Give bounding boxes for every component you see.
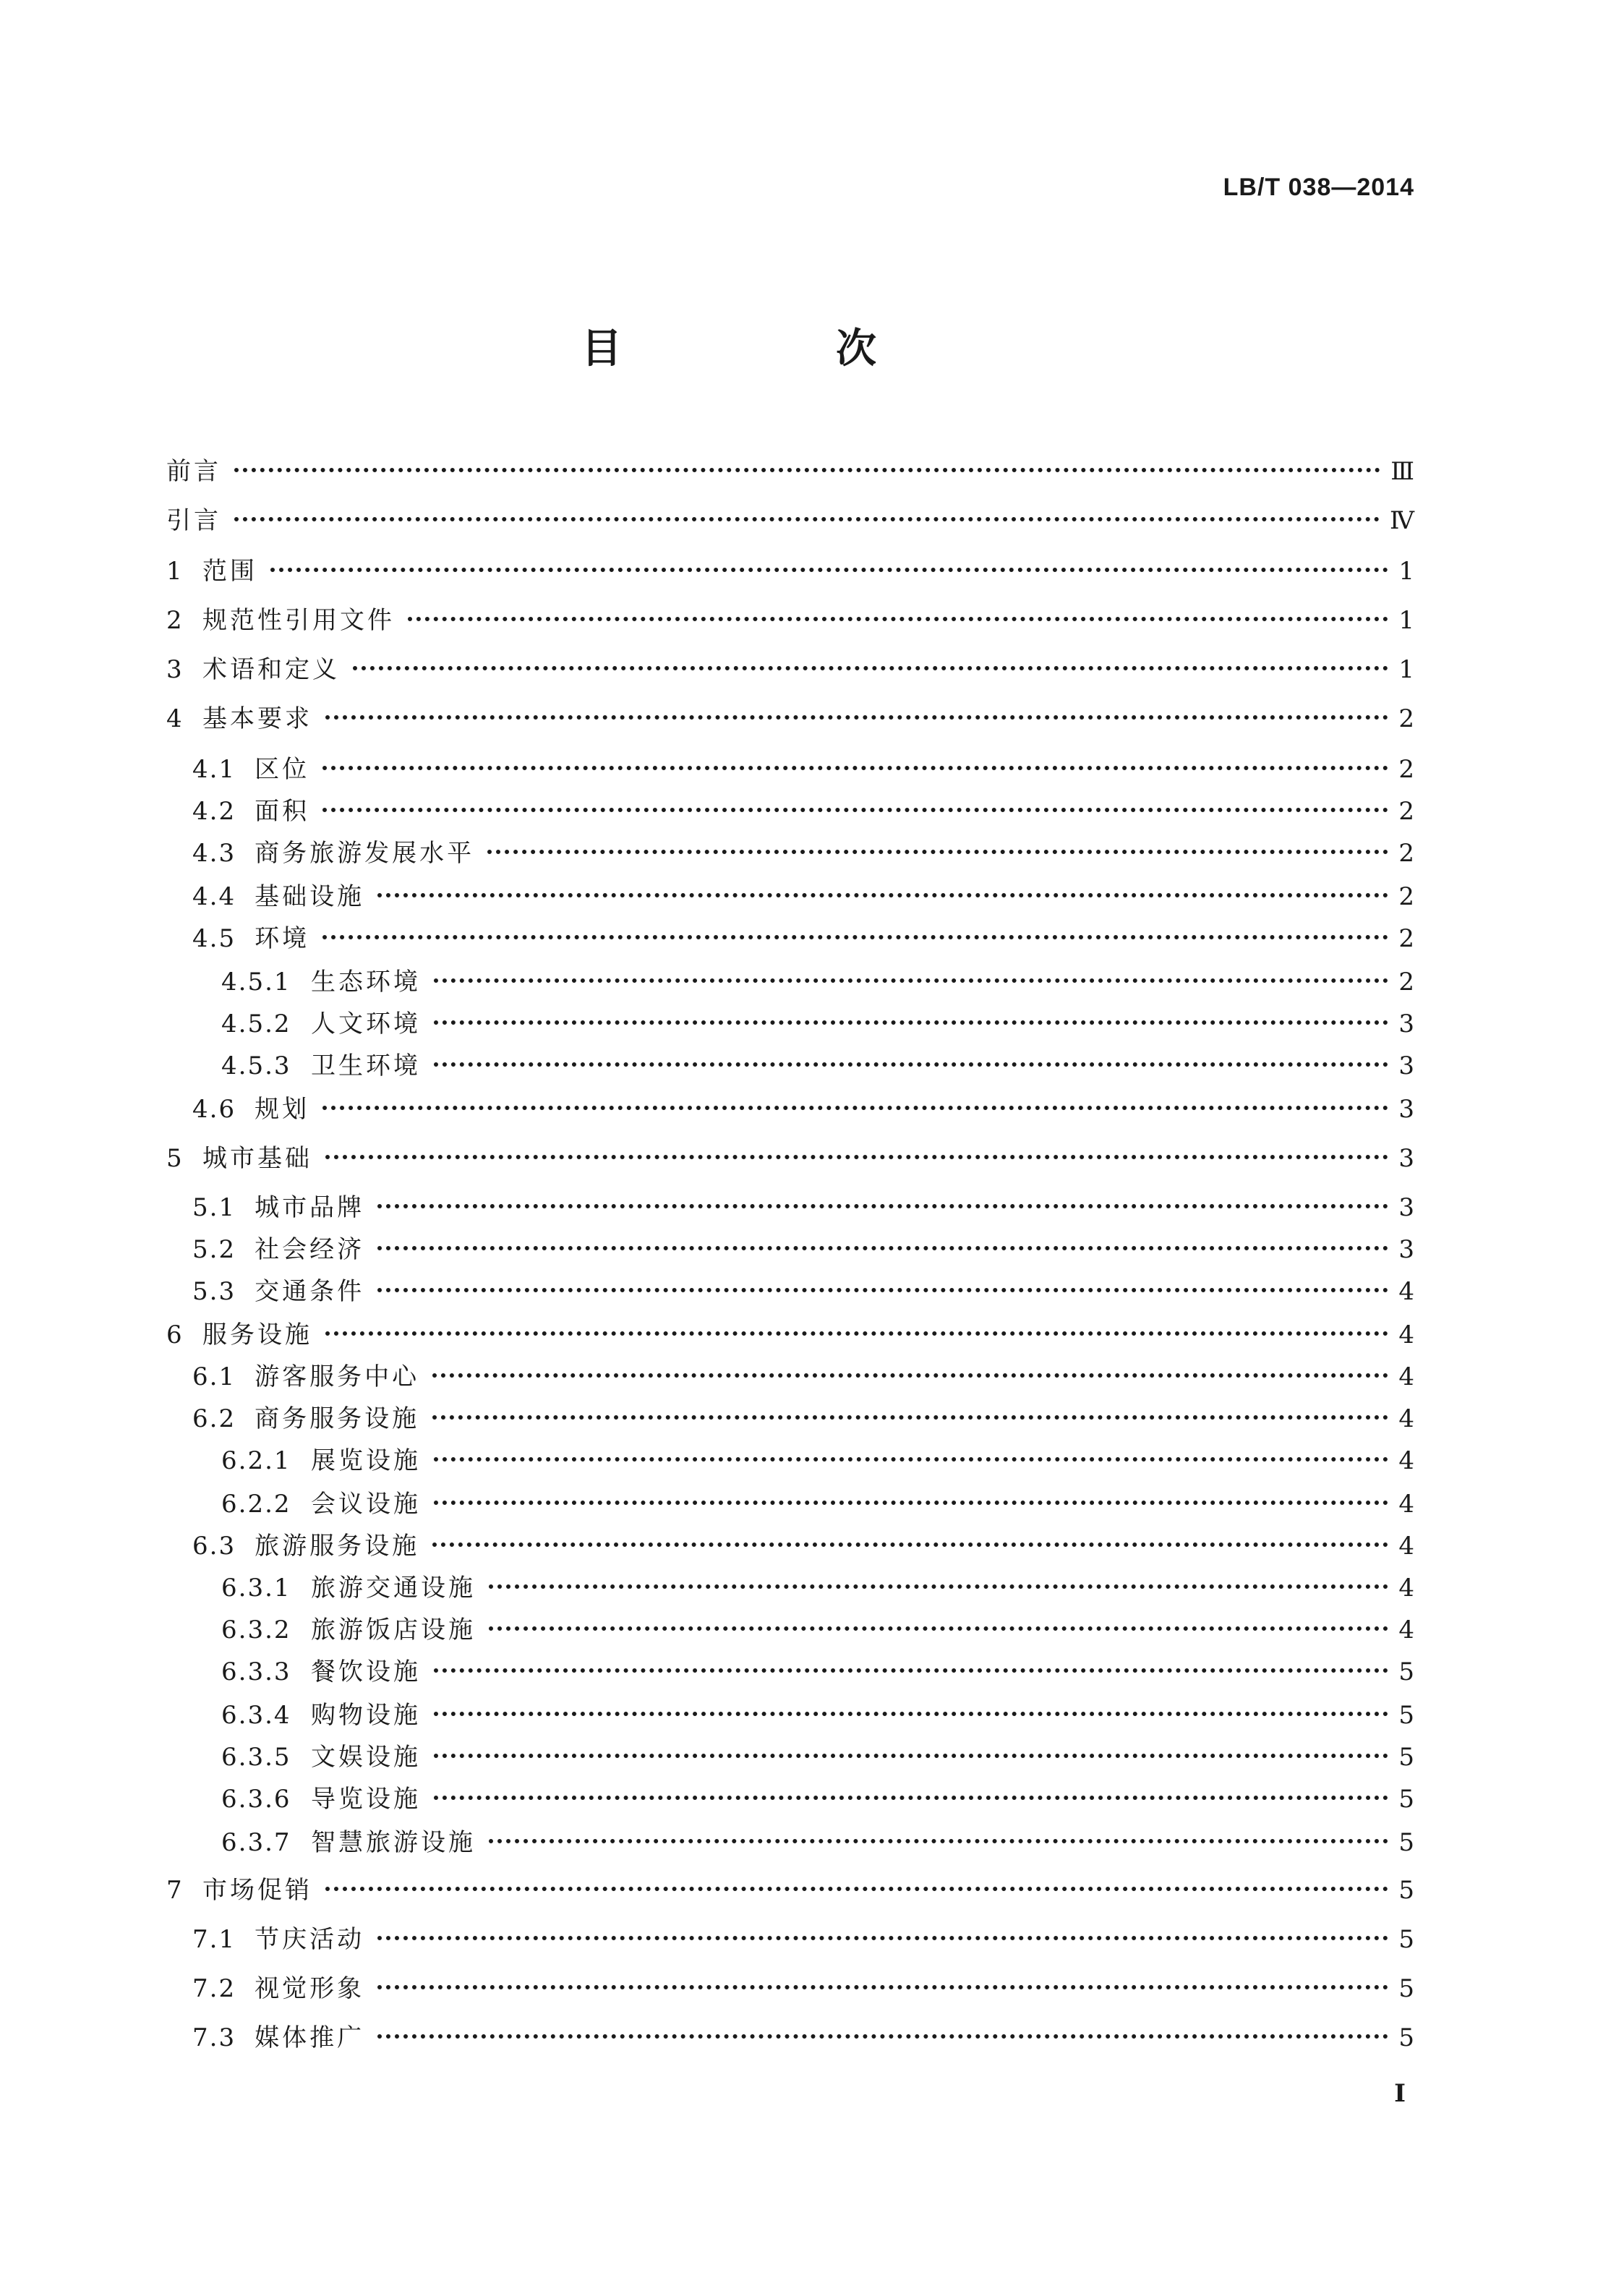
toc-entry-number: 4 xyxy=(166,704,184,733)
page-number: I xyxy=(1394,2079,1406,2108)
toc-entry[interactable] xyxy=(221,1827,1414,1859)
toc-entry-label: 会议设施 xyxy=(311,1490,421,1519)
toc-entry-number: 7.3 xyxy=(192,2023,236,2052)
toc-entry-page: 5 xyxy=(1398,1828,1414,1857)
toc-entry[interactable] xyxy=(192,923,1414,955)
toc-entry-label: 规划 xyxy=(255,1095,310,1124)
toc-entry-label: 导览设施 xyxy=(311,1785,421,1814)
toc-entry-number: 6 xyxy=(166,1320,184,1349)
toc-entry-number: 6.2.2 xyxy=(221,1490,291,1519)
toc-entry-number: 6.3.4 xyxy=(221,1701,291,1730)
dot-leader xyxy=(434,1020,1388,1025)
toc-entry-page: 3 xyxy=(1398,1193,1414,1222)
toc-entry-label: 文娱设施 xyxy=(311,1743,421,1772)
toc-entry-page: 4 xyxy=(1398,1446,1414,1475)
toc-entry[interactable] xyxy=(166,1143,1414,1174)
toc-entry-page: 3 xyxy=(1398,1010,1414,1038)
toc-entry-label: 基本要求 xyxy=(202,704,312,733)
dot-leader xyxy=(432,1542,1388,1547)
dot-leader xyxy=(234,468,1380,472)
toc-entry[interactable] xyxy=(192,1361,1414,1393)
toc-entry-number: 6.3.6 xyxy=(221,1785,291,1814)
dot-leader xyxy=(489,1584,1388,1589)
toc-entry-number: 6.3.7 xyxy=(221,1828,291,1857)
dot-leader xyxy=(489,1839,1388,1843)
toc-entry[interactable] xyxy=(192,1973,1414,2005)
toc-entry-number: 6.1 xyxy=(192,1362,236,1391)
toc-entry-label: 餐饮设施 xyxy=(311,1657,421,1686)
dot-leader xyxy=(322,935,1388,939)
toc-entry-number: 4.5.2 xyxy=(221,1010,291,1038)
toc-entry-page: 5 xyxy=(1398,2023,1414,2052)
toc-entry-page: 2 xyxy=(1398,968,1414,997)
toc-entry-page: 4 xyxy=(1398,1532,1414,1561)
dot-leader xyxy=(434,1501,1388,1505)
dot-leader xyxy=(325,1887,1388,1891)
toc-entry-number: 7.1 xyxy=(192,1925,236,1954)
document-code: LB/T 038—2014 xyxy=(1223,174,1414,201)
toc-entry-number: 6.2 xyxy=(192,1404,236,1433)
dot-leader xyxy=(377,1288,1388,1292)
toc-entry-page: 5 xyxy=(1398,1785,1414,1814)
toc-entry[interactable] xyxy=(221,1656,1414,1688)
toc-entry-page: Ⅲ xyxy=(1390,457,1414,486)
toc-entry[interactable] xyxy=(192,881,1414,913)
toc-entry-number: 6.3.5 xyxy=(221,1743,291,1772)
toc-entry-label: 视觉形象 xyxy=(255,1974,365,2003)
dot-leader xyxy=(432,1415,1388,1420)
toc-entry[interactable] xyxy=(192,1093,1414,1125)
toc-entry-label: 商务旅游发展水平 xyxy=(255,839,475,868)
toc-entry-number: 4.5.1 xyxy=(221,968,291,997)
toc-entry-label: 旅游服务设施 xyxy=(255,1532,420,1561)
dot-leader xyxy=(377,1985,1388,1989)
toc-entry-page: 5 xyxy=(1398,1701,1414,1730)
toc-entry-number: 5 xyxy=(166,1144,184,1173)
toc-entry[interactable] xyxy=(221,1614,1414,1646)
toc-entry-number: 7.2 xyxy=(192,1974,236,2003)
toc-entry-label: 智慧旅游设施 xyxy=(311,1828,476,1857)
toc-entry[interactable] xyxy=(192,1234,1414,1266)
toc-entry-page: 4 xyxy=(1398,1404,1414,1433)
toc-entry-label: 生态环境 xyxy=(311,968,421,997)
dot-leader xyxy=(489,1626,1388,1631)
dot-leader xyxy=(322,808,1388,812)
toc-entry-page: 2 xyxy=(1398,704,1414,733)
toc-entry[interactable] xyxy=(166,505,1414,537)
toc-entry-label: 区位 xyxy=(255,755,310,784)
toc-entry-page: 4 xyxy=(1398,1616,1414,1644)
toc-entry-page: 5 xyxy=(1398,1657,1414,1686)
toc-entry-label: 商务服务设施 xyxy=(255,1404,420,1433)
dot-leader xyxy=(377,893,1388,897)
toc-entry[interactable] xyxy=(221,1741,1414,1773)
toc-entry-label: 节庆活动 xyxy=(255,1925,365,1954)
dot-leader xyxy=(432,1373,1388,1378)
toc-entry-page: 5 xyxy=(1398,1876,1414,1905)
dot-leader xyxy=(434,1754,1388,1758)
toc-entry-page: 3 xyxy=(1398,1144,1414,1173)
toc-entry-label: 引言 xyxy=(166,506,221,535)
toc-entry[interactable] xyxy=(192,1403,1414,1435)
toc-entry-number: 5.3 xyxy=(192,1277,236,1306)
toc-entry-page: 5 xyxy=(1398,1743,1414,1772)
dot-leader xyxy=(377,1204,1388,1208)
dot-leader xyxy=(234,517,1380,521)
toc-entry-label: 面积 xyxy=(255,797,310,826)
toc-entry-number: 4.2 xyxy=(192,797,236,826)
toc-entry-label: 社会经济 xyxy=(255,1235,365,1264)
dot-leader xyxy=(353,666,1388,670)
dot-leader xyxy=(377,1246,1388,1250)
toc-entry-page: 1 xyxy=(1398,655,1414,684)
toc-entry-label: 人文环境 xyxy=(311,1010,421,1038)
toc-entry[interactable] xyxy=(192,1192,1414,1224)
toc-entry[interactable] xyxy=(166,456,1414,487)
toc-entry[interactable] xyxy=(221,1050,1414,1082)
toc-entry[interactable] xyxy=(192,754,1414,785)
toc-entry-label: 旅游饭店设施 xyxy=(311,1616,476,1644)
toc-entry-page: 2 xyxy=(1398,797,1414,826)
toc-entry-label: 购物设施 xyxy=(311,1701,421,1730)
toc-entry-number: 6.3 xyxy=(192,1532,236,1561)
dot-leader xyxy=(434,1457,1388,1461)
toc-entry-page: 2 xyxy=(1398,924,1414,953)
toc-entry-page: 4 xyxy=(1398,1277,1414,1306)
toc-entry[interactable] xyxy=(192,1530,1414,1562)
toc-entry-page: 5 xyxy=(1398,1974,1414,2003)
toc-entry[interactable] xyxy=(221,1783,1414,1815)
toc-entry-number: 6.3.2 xyxy=(221,1616,291,1644)
toc-entry-number: 4.5.3 xyxy=(221,1051,291,1080)
dot-leader xyxy=(325,1331,1388,1336)
toc-entry[interactable] xyxy=(166,654,1414,686)
toc-entry-label: 范围 xyxy=(202,557,257,586)
toc-entry[interactable] xyxy=(221,1445,1414,1477)
toc-entry[interactable] xyxy=(221,1572,1414,1604)
toc-entry-label: 交通条件 xyxy=(255,1277,365,1306)
toc-entry[interactable] xyxy=(192,795,1414,827)
toc-entry[interactable] xyxy=(192,1276,1414,1307)
toc-entry[interactable] xyxy=(221,966,1414,998)
toc-entry-number: 4.4 xyxy=(192,882,236,911)
dot-leader xyxy=(434,978,1388,983)
dot-leader xyxy=(325,715,1388,720)
toc-entry-label: 卫生环境 xyxy=(311,1051,421,1080)
dot-leader xyxy=(325,1155,1388,1159)
toc-entry[interactable] xyxy=(166,703,1414,735)
toc-entry-label: 城市基础 xyxy=(202,1144,312,1173)
toc-entry-page: 4 xyxy=(1398,1320,1414,1349)
toc-entry-number: 7 xyxy=(166,1876,184,1905)
toc-entry[interactable] xyxy=(192,837,1414,869)
dot-leader xyxy=(322,766,1388,770)
toc-entry-number: 4.6 xyxy=(192,1095,236,1124)
toc-entry-page: 3 xyxy=(1398,1051,1414,1080)
toc-entry-page: 1 xyxy=(1398,557,1414,586)
toc-entry-number: 3 xyxy=(166,655,184,684)
toc-entry-label: 城市品牌 xyxy=(255,1193,365,1222)
page-title: 目 次 xyxy=(581,325,963,372)
toc-entry[interactable] xyxy=(166,605,1414,636)
toc-entry-page: 3 xyxy=(1398,1095,1414,1124)
dot-leader xyxy=(434,1796,1388,1800)
toc-entry-page: 4 xyxy=(1398,1490,1414,1519)
toc-entry-number: 6.2.1 xyxy=(221,1446,291,1475)
toc-entry-number: 4.3 xyxy=(192,839,236,868)
toc-entry-label: 媒体推广 xyxy=(255,2023,365,2052)
dot-leader xyxy=(487,850,1388,854)
toc-entry[interactable] xyxy=(221,1699,1414,1731)
toc-entry-number: 4.5 xyxy=(192,924,236,953)
toc-entry-page: 5 xyxy=(1398,1925,1414,1954)
toc-entry-label: 术语和定义 xyxy=(202,655,340,684)
toc-entry-page: 4 xyxy=(1398,1362,1414,1391)
dot-leader xyxy=(408,617,1388,621)
toc-entry-number: 6.3.3 xyxy=(221,1657,291,1686)
dot-leader xyxy=(434,1712,1388,1716)
toc-entry-number: 6.3.1 xyxy=(221,1574,291,1603)
toc-entry-label: 市场促销 xyxy=(202,1876,312,1905)
toc-entry[interactable] xyxy=(221,1488,1414,1520)
toc-entry-page: 2 xyxy=(1398,882,1414,911)
toc-entry-page: 2 xyxy=(1398,755,1414,784)
toc-entry-number: 1 xyxy=(166,557,184,586)
toc-entry-page: 2 xyxy=(1398,839,1414,868)
toc-entry[interactable] xyxy=(166,1874,1414,1906)
toc-entry-label: 基础设施 xyxy=(255,882,365,911)
dot-leader xyxy=(377,1936,1388,1940)
toc-entry-page: 1 xyxy=(1398,606,1414,635)
toc-entry-number: 5.2 xyxy=(192,1235,236,1264)
toc-entry-label: 规范性引用文件 xyxy=(202,606,395,635)
toc-entry-page: 3 xyxy=(1398,1235,1414,1264)
toc-entry-page: Ⅳ xyxy=(1390,506,1414,535)
toc-entry-number: 4.1 xyxy=(192,755,236,784)
dot-leader xyxy=(270,568,1388,572)
toc-entry[interactable] xyxy=(166,555,1414,587)
dot-leader xyxy=(434,1062,1388,1067)
toc-entry[interactable] xyxy=(192,2022,1414,2054)
dot-leader xyxy=(377,2034,1388,2039)
toc-entry-label: 游客服务中心 xyxy=(255,1362,420,1391)
toc-entry[interactable] xyxy=(192,1924,1414,1955)
toc-entry-label: 前言 xyxy=(166,457,221,486)
toc-entry-number: 5.1 xyxy=(192,1193,236,1222)
dot-leader xyxy=(322,1106,1388,1110)
toc-entry-page: 4 xyxy=(1398,1574,1414,1603)
toc-entry-label: 旅游交通设施 xyxy=(311,1574,476,1603)
dot-leader xyxy=(434,1668,1388,1673)
toc-entry[interactable] xyxy=(221,1008,1414,1040)
toc-entry-label: 服务设施 xyxy=(202,1320,312,1349)
toc-entry[interactable] xyxy=(166,1319,1414,1351)
toc-entry-label: 环境 xyxy=(255,924,310,953)
toc-entry-label: 展览设施 xyxy=(311,1446,421,1475)
toc-entry-number: 2 xyxy=(166,606,184,635)
